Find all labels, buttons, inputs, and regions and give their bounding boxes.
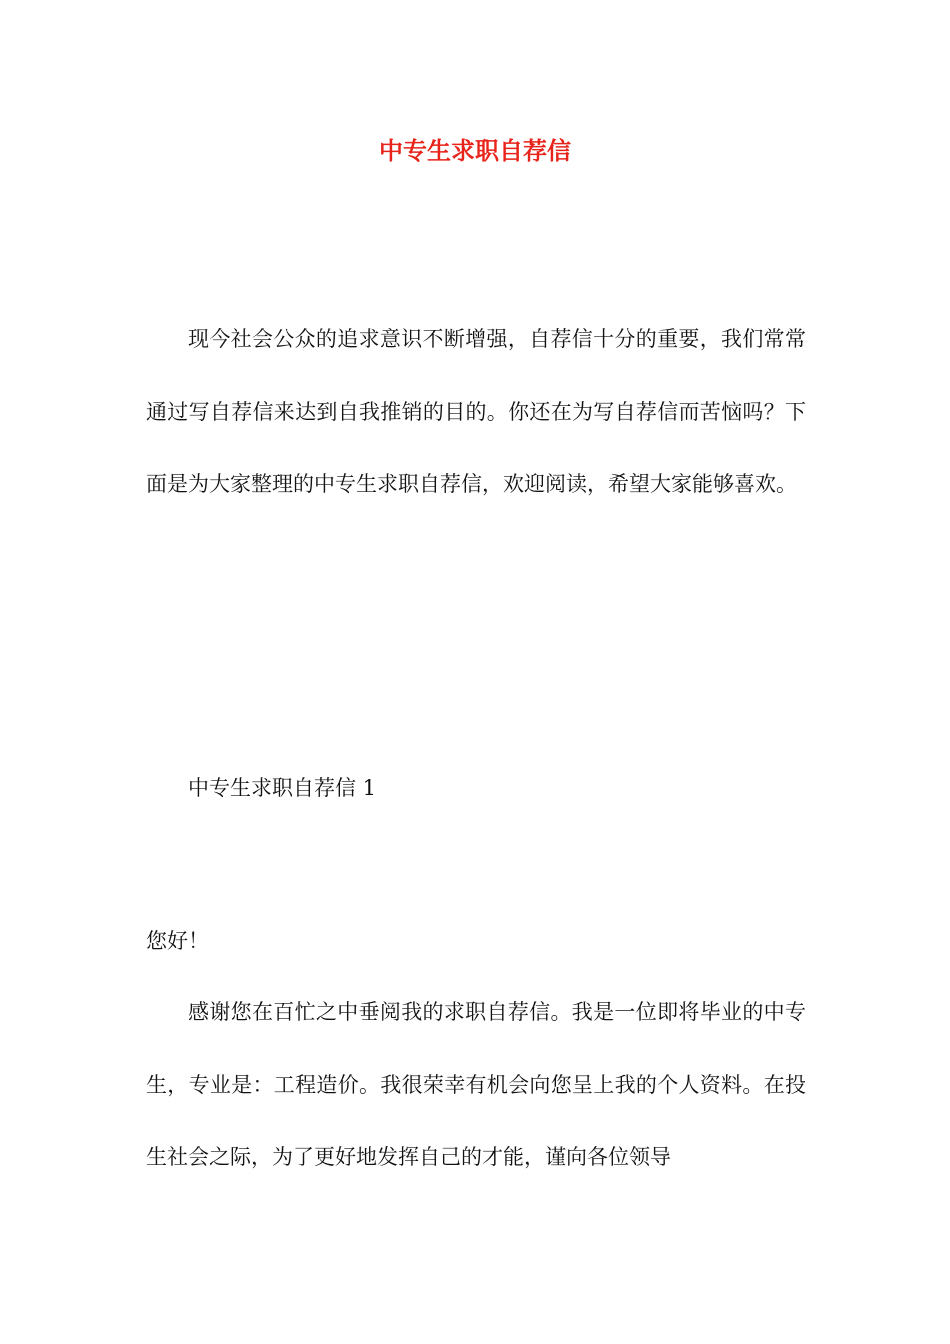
body-paragraph: 感谢您在百忙之中垂阅我的求职自荐信。我是一位即将毕业的中专生，专业是：工程造价。我很荣幸有机会向您呈上我的个人资料。在投生社会之际，为了更好地发挥自己的才能，谨向各位领导 bbox=[146, 1000, 806, 1169]
section-heading: 中专生求职自荐信 1 bbox=[188, 776, 377, 800]
document-title: 中专生求职自荐信 bbox=[379, 136, 571, 165]
greeting: 您好！ bbox=[146, 929, 209, 953]
intro-paragraph: 现今社会公众的追求意识不断增强，自荐信十分的重要，我们常常通过写自荐信来达到自我推销的目的。你还在为写自荐信而苦恼吗？下面是为大家整理的中专生求职自荐信，欢迎阅读，希望大家能够喜欢。 bbox=[146, 327, 806, 496]
